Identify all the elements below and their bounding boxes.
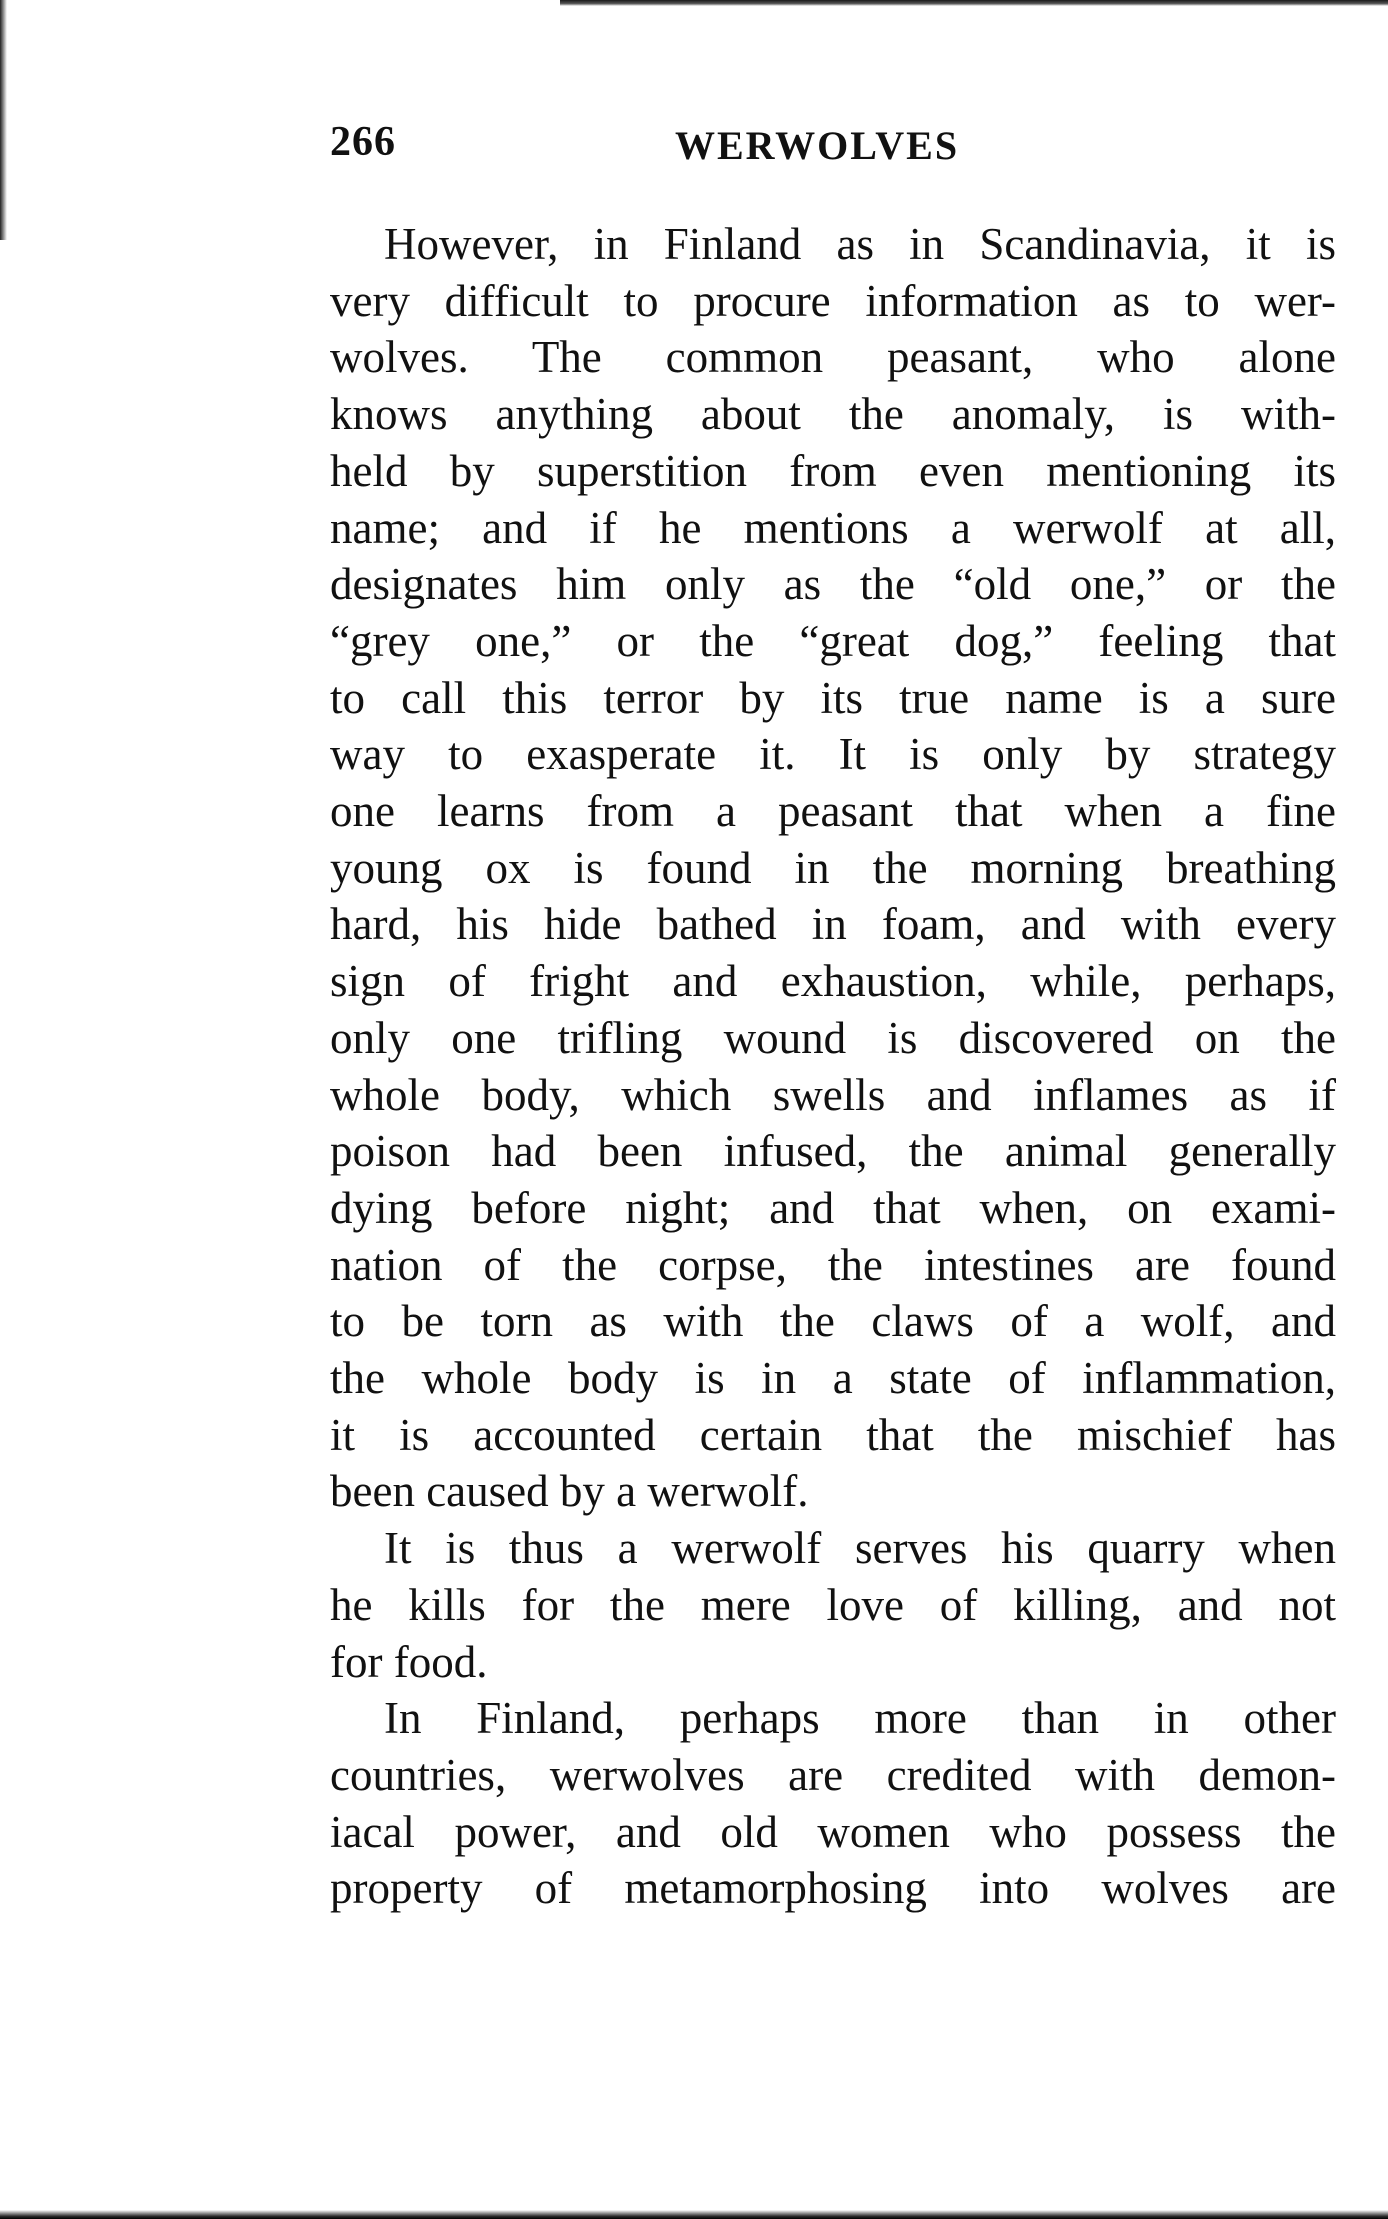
- text-line: one learns from a peasant that when a fine: [330, 786, 1336, 837]
- text-line: property of metamorphosing into wolves are: [330, 1863, 1336, 1914]
- text-line: However, in Finland as in Scandinavia, it is: [384, 219, 1336, 269]
- scan-edge-top: [560, 0, 1388, 6]
- text-line: only one trifling wound is discovered on the: [330, 1012, 1336, 1063]
- body-text: [330, 216, 1336, 1917]
- text-line: held by superstition from even mentioning its: [330, 445, 1336, 496]
- text-line: it is accounted certain that the mischief has: [330, 1409, 1336, 1460]
- text-line: been caused by a werwolf.: [330, 1466, 809, 1517]
- text-line: to be torn as with the claws of a wolf, and: [330, 1296, 1336, 1347]
- text-line: dying before night; and that when, on exami-: [330, 1182, 1336, 1233]
- scan-edge-bottom: [0, 2210, 1388, 2219]
- text-line: way to exasperate it. It is only by strategy: [330, 729, 1336, 780]
- text-line: hard, his hide bathed in foam, and with every: [330, 899, 1336, 950]
- text-line: In Finland, perhaps more than in other: [384, 1693, 1336, 1744]
- text-line: for food.: [330, 1636, 488, 1687]
- text-line: wolves. The common peasant, who alone: [330, 332, 1336, 383]
- text-line: iacal power, and old women who possess the: [330, 1806, 1336, 1857]
- text-line: knows anything about the anomaly, is with-: [330, 389, 1336, 440]
- paragraph-3: [330, 1690, 1336, 1917]
- text-line: the whole body is in a state of inflammation,: [330, 1353, 1336, 1404]
- text-line: whole body, which swells and inflames as if: [330, 1069, 1336, 1120]
- scan-edge-left: [0, 0, 7, 240]
- text-line: name; and if he mentions a werwolf at all,: [330, 502, 1336, 553]
- text-line: he kills for the mere love of killing, and not: [330, 1579, 1336, 1630]
- text-line: very difficult to procure information as to wer-: [330, 275, 1336, 326]
- running-title: WERWOLVES: [675, 123, 960, 168]
- text-line: nation of the corpse, the intestines are found: [330, 1239, 1336, 1290]
- text-line: countries, werwolves are credited with demon-: [330, 1749, 1336, 1800]
- running-head: [330, 118, 1340, 178]
- text-line: young ox is found in the morning breathing: [330, 842, 1336, 893]
- text-line: sign of fright and exhaustion, while, perhaps,: [330, 956, 1336, 1007]
- text-line: designates him only as the “old one,” or the: [330, 559, 1336, 610]
- paragraph-2: [330, 1520, 1336, 1690]
- text-line: It is thus a werwolf serves his quarry when: [384, 1523, 1336, 1574]
- page-number: 266: [330, 119, 396, 165]
- paragraph-1: [330, 216, 1336, 1520]
- text-line: to call this terror by its true name is a sure: [330, 672, 1336, 723]
- text-line: poison had been infused, the animal generally: [330, 1126, 1336, 1177]
- text-line: “grey one,” or the “great dog,” feeling that: [330, 615, 1336, 666]
